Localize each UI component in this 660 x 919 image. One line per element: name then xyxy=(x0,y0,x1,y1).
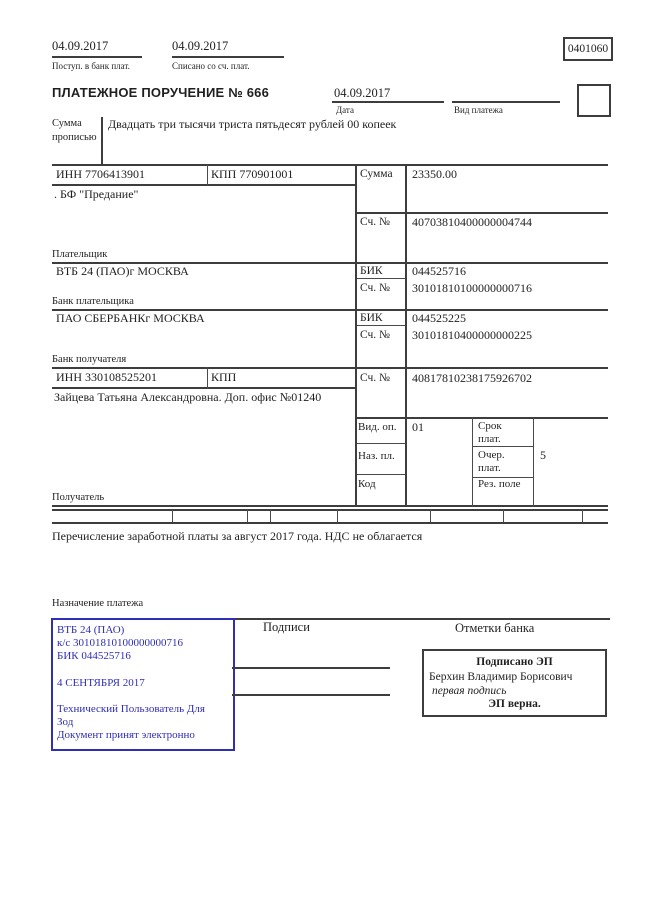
received-in-bank-date: 04.09.2017 xyxy=(52,39,109,53)
status-code-box xyxy=(577,84,611,117)
payee-bank-section-label: Банк получателя xyxy=(52,354,127,365)
form-code: 0401060 xyxy=(567,43,609,55)
payee-section-label: Получатель xyxy=(52,492,105,503)
codes-divider-4 xyxy=(337,509,338,522)
codes-divider-6 xyxy=(503,509,504,522)
amount-in-words: Двадцать три тысячи триста пятьдесят рублей 00 копеек xyxy=(108,117,397,131)
naz-pl-label: Наз. пл. xyxy=(358,450,395,462)
vid-op-value: 01 xyxy=(412,420,424,434)
ocher-plat-value: 5 xyxy=(540,448,546,462)
payment-purpose-text: Перечисление заработной платы за август 2017 года. НДС не облагается xyxy=(52,529,423,543)
bank-marks-label: Отметки банка xyxy=(455,621,535,635)
signature-line-1 xyxy=(232,667,390,669)
stamp-signer-name: Берхин Владимир Борисович xyxy=(429,671,573,683)
amount-words-label-2: прописью xyxy=(52,132,97,143)
table-top-border xyxy=(52,164,608,166)
payer-account: 40703810400000004744 xyxy=(412,215,532,229)
payee-bank-account: 30101810400000000225 xyxy=(412,328,532,342)
label-column-divider xyxy=(355,164,357,507)
document-date: 04.09.2017 xyxy=(334,86,391,100)
amount-words-divider xyxy=(101,117,103,164)
payer-bank-name: ВТБ 24 (ПАО)г МОСКВА xyxy=(56,264,189,278)
payment-purpose-label: Назначение платежа xyxy=(52,598,144,609)
op-label2-divider xyxy=(533,417,534,507)
payer-inn: ИНН 7706413901 xyxy=(56,167,145,181)
payer-kpp: КПП 770901001 xyxy=(211,167,294,181)
stamp-date: 4 СЕНТЯБРЯ 2017 xyxy=(57,677,145,689)
codes-row-bottom-border xyxy=(52,522,608,524)
electronic-signature-stamp-box xyxy=(422,649,607,717)
amount-label: Сумма xyxy=(360,168,393,180)
stamp-accepted-note: Документ принят электронно xyxy=(57,729,195,741)
op-block-top-border xyxy=(355,417,608,419)
payee-name: Зайцева Татьяна Александровна. Доп. офис №01240 xyxy=(54,390,322,404)
inn-kpp-border xyxy=(52,184,355,186)
stamp-user-line1: Технический Пользователь Для xyxy=(57,703,205,715)
payer-bank-bik-label: БИК xyxy=(360,265,383,277)
codes-divider-2 xyxy=(247,509,248,522)
payee-bank-bik-label: БИК xyxy=(360,312,383,324)
payee-inn: ИНН 330108525201 xyxy=(56,370,157,384)
stamp-signature-kind: первая подпись xyxy=(432,685,507,697)
signatures-label: Подписи xyxy=(263,620,310,634)
amount-row-border xyxy=(355,212,608,214)
document-title: ПЛАТЕЖНОЕ ПОРУЧЕНИЕ № 666 xyxy=(52,85,270,100)
amount-words-label-1: Сумма xyxy=(52,118,82,129)
codes-divider-7 xyxy=(582,509,583,522)
payee-account-label: Сч. № xyxy=(360,372,391,384)
received-date-underline xyxy=(52,56,142,58)
payer-bank-account-label: Сч. № xyxy=(360,282,391,294)
payee-inn-kpp-divider xyxy=(207,367,208,389)
op-value-divider xyxy=(472,417,473,507)
payee-kpp: КПП xyxy=(211,370,237,384)
codes-row-top-border xyxy=(52,509,608,511)
value-column-divider xyxy=(405,164,407,507)
payee-bank-account-label: Сч. № xyxy=(360,329,391,341)
date-underline xyxy=(332,101,444,103)
codes-divider-5 xyxy=(430,509,431,522)
codes-divider-1 xyxy=(172,509,173,522)
payee-bank-section-border xyxy=(52,367,608,369)
payee-bank-bik: 044525225 xyxy=(412,311,466,325)
stamp-bank-name: ВТБ 24 (ПАО) xyxy=(57,624,125,636)
payer-name: . БФ "Предание" xyxy=(54,187,139,201)
stamp-validity: ЭП верна. xyxy=(488,698,541,710)
stamp-corr-account: к/с 30101810100000000716 xyxy=(57,637,184,649)
debited-date-underline xyxy=(172,56,284,58)
vid-op-border xyxy=(355,443,405,444)
payer-bank-bik: 044525716 xyxy=(412,264,466,278)
payee-inn-kpp-border xyxy=(52,387,355,389)
stamp-bik: БИК 044525716 xyxy=(57,650,131,662)
table-bottom-border xyxy=(52,505,608,507)
signature-line-2 xyxy=(232,694,390,696)
codes-divider-3 xyxy=(270,509,271,522)
debited-label: Списано со сч. плат. xyxy=(172,61,250,71)
vid-op-label: Вид. оп. xyxy=(358,421,397,433)
payment-type-underline xyxy=(452,101,560,103)
form-code-box xyxy=(563,37,613,61)
debited-date: 04.09.2017 xyxy=(172,39,229,53)
stamp-user-line2: Зод xyxy=(57,716,74,728)
date-label: Дата xyxy=(336,105,354,115)
payer-section-label: Плательщик xyxy=(52,249,108,260)
payer-bank-section-label: Банк плательщика xyxy=(52,296,134,307)
payee-account: 40817810238175926702 xyxy=(412,371,532,385)
rez-pole-label: Рез. поле xyxy=(478,478,521,490)
payer-bank-account: 30101810100000000716 xyxy=(412,281,532,295)
payer-account-label: Сч. № xyxy=(360,216,391,228)
payee-bank-name: ПАО СБЕРБАНКг МОСКВА xyxy=(56,311,205,325)
stamp-signed-title: Подписано ЭП xyxy=(476,656,553,668)
ocher-plat-label: Очер. плат. xyxy=(478,449,505,474)
kod-label: Код xyxy=(358,478,376,490)
srok-plat-border xyxy=(472,446,533,447)
naz-pl-border xyxy=(355,474,405,475)
srok-plat-label: Срок плат. xyxy=(478,420,502,445)
payment-type-label: Вид платежа xyxy=(454,105,503,115)
amount-value: 23350.00 xyxy=(412,167,457,181)
inn-kpp-divider xyxy=(207,164,208,186)
received-in-bank-label: Поступ. в банк плат. xyxy=(52,61,130,71)
